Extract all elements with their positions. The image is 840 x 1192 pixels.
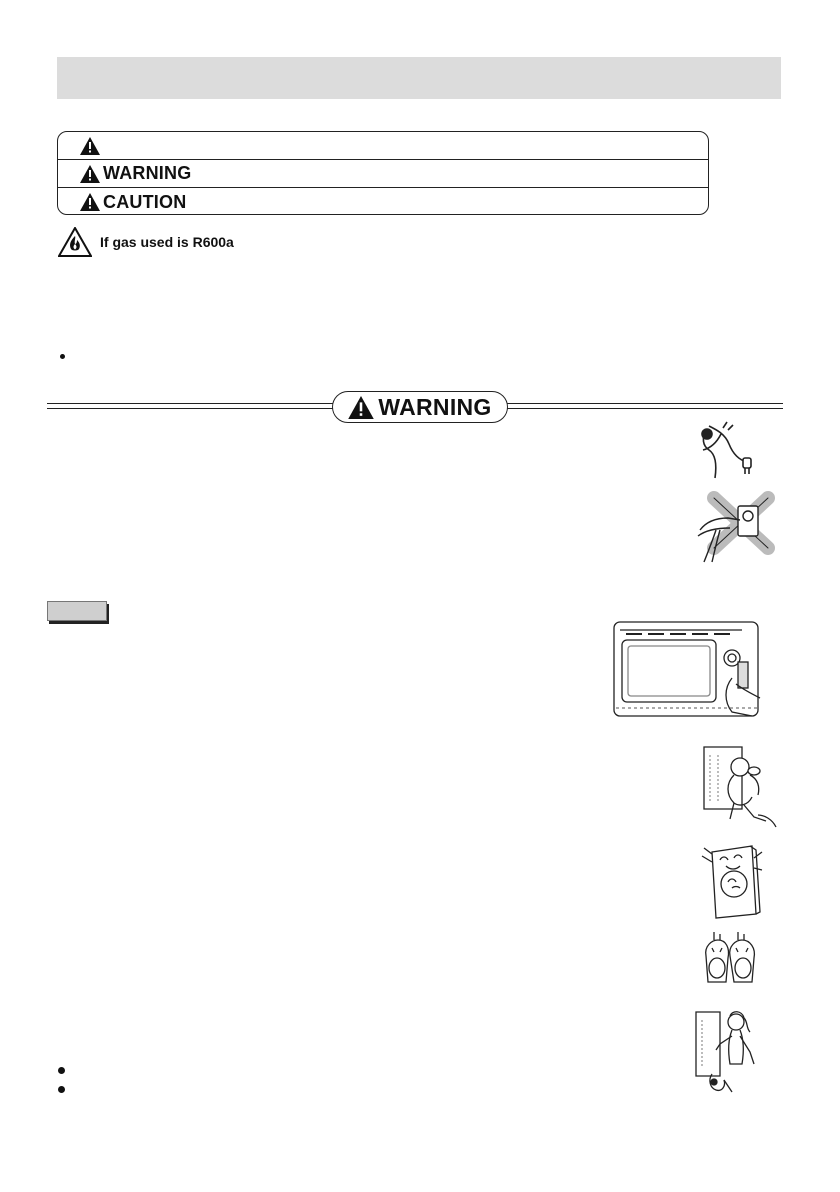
page-header-bar — [57, 57, 781, 99]
section-divider-line — [47, 408, 333, 409]
gas-note — [58, 227, 234, 257]
bullet-point — [58, 1067, 65, 1074]
legend-label: WARNING — [103, 163, 192, 183]
unplug-prohibited-illustration — [694, 490, 776, 564]
warning-section-badge — [332, 391, 508, 423]
bullet-point — [58, 1086, 65, 1093]
bullet-point — [60, 354, 65, 359]
warning-triangle-icon — [80, 165, 100, 183]
legend-row-warning — [58, 160, 708, 188]
power-cord-illustration — [695, 420, 757, 482]
warning-triangle-icon — [80, 137, 100, 155]
legend-row-danger — [58, 132, 708, 160]
flammable-icon — [58, 227, 92, 257]
gas-note-text: If gas used is R600a — [100, 234, 234, 250]
section-divider-line — [47, 403, 333, 404]
person-with-refrigerator-illustration — [694, 1006, 758, 1096]
child-climbing-illustration — [700, 745, 778, 833]
appliance-character-illustration — [700, 838, 764, 920]
warning-triangle-icon — [348, 396, 374, 419]
note-tab — [47, 601, 107, 621]
section-divider-line — [507, 403, 783, 404]
legend-row-caution — [58, 188, 708, 216]
warning-triangle-icon — [80, 193, 100, 211]
warning-section-label: WARNING — [378, 393, 492, 420]
section-divider-line — [507, 408, 783, 409]
gas-cylinders-illustration — [700, 928, 760, 986]
refrigerator-interior-illustration — [612, 618, 762, 718]
legend-label: CAUTION — [103, 191, 187, 212]
hazard-legend-box — [57, 131, 709, 215]
